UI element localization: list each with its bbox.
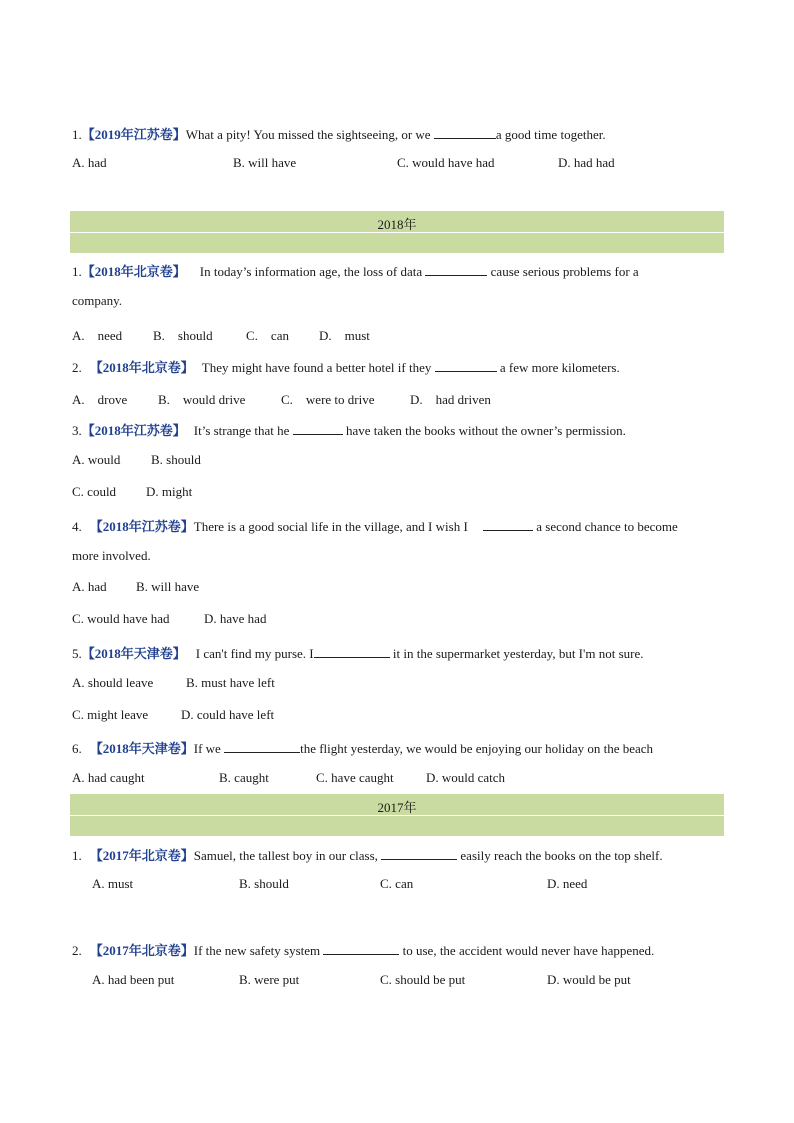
question-continuation: more involved. [72, 548, 151, 563]
question-source-tag: 【2018年北京卷】 [89, 360, 194, 375]
question-text-after: a few more kilometers. [496, 360, 620, 375]
answer-blank [323, 942, 399, 955]
option-a: A. should leave [72, 675, 154, 690]
question-text-before: Samuel, the tallest boy in our class, [193, 848, 382, 863]
answer-blank [314, 645, 390, 658]
question-number: 5. [72, 646, 82, 661]
option-d: D. would catch [426, 770, 506, 785]
option-a: A. would [72, 452, 121, 467]
question-text-after: it in the supermarket yesterday, but I'm not sure. [389, 646, 644, 661]
option-b: B. should [239, 876, 289, 891]
question-text-after: a second chance to become [533, 519, 678, 534]
option-d: D. might [146, 484, 193, 499]
band-divider [70, 815, 724, 816]
question-number: 1. [72, 848, 82, 863]
option-c: C. would have had [72, 611, 170, 626]
question-number: 1. [72, 127, 82, 142]
question-text-after: to use, the accident would never have happened. [399, 943, 655, 958]
option-a: A. must [92, 876, 134, 891]
question-text-after: a good time together. [495, 127, 606, 142]
question-number: 4. [72, 519, 82, 534]
answer-blank [434, 126, 496, 139]
question-2018-4 [72, 516, 678, 535]
question-source-tag: 【2017年北京卷】 [89, 848, 194, 863]
question-2018-3 [72, 420, 626, 439]
question-text-before: I can't find my purse. I [195, 646, 314, 661]
question-number: 1. [72, 264, 82, 279]
option-c: C. would have had [397, 155, 495, 170]
option-c: C. were to drive [281, 392, 375, 407]
option-c: C. can [246, 328, 289, 343]
question-source-tag: 【2017年北京卷】 [89, 943, 194, 958]
answer-blank [293, 422, 343, 435]
answer-blank [483, 518, 533, 531]
question-source-tag: 【2018年天津卷】 [89, 741, 194, 756]
option-b: B. caught [219, 770, 269, 785]
question-text-before: In today’s information age, the loss of data [199, 264, 426, 279]
section-title: 2018年 [377, 217, 417, 232]
question-2018-1 [72, 261, 639, 280]
section-header-2018 [70, 211, 724, 253]
question-text-before: There is a good social life in the village, and I wish I [193, 519, 472, 534]
option-c: C. might leave [72, 707, 149, 722]
question-text-after: the flight yesterday, we would be enjoying our holiday on the beach [300, 741, 654, 756]
question-number: 6. [72, 741, 82, 756]
question-text-after: have taken the books without the owner’s permission. [342, 423, 626, 438]
option-a: A. had caught [72, 770, 145, 785]
question-source-tag: 【2018年北京卷】 [81, 264, 186, 279]
question-2018-5 [72, 643, 644, 662]
band-divider [70, 232, 724, 233]
option-d: D. had driven [410, 392, 491, 407]
option-a: A. had [72, 579, 107, 594]
question-2018-2 [72, 357, 620, 376]
answer-blank [435, 359, 497, 372]
answer-blank [381, 847, 457, 860]
option-d: D. must [319, 328, 370, 343]
question-source-tag: 【2018年江苏卷】 [81, 423, 186, 438]
option-b: B. must have left [186, 675, 275, 690]
option-d: D. need [547, 876, 588, 891]
option-c: C. should be put [380, 972, 466, 987]
option-c: C. have caught [316, 770, 394, 785]
option-b: B. will have [136, 579, 200, 594]
question-text-before: It’s strange that he [193, 423, 293, 438]
question-2017-1 [72, 845, 663, 864]
question-source-tag: 【2018年天津卷】 [81, 646, 186, 661]
option-c: C. could [72, 484, 117, 499]
question-number: 2. [72, 360, 82, 375]
section-title: 2017年 [377, 800, 417, 815]
option-d: D. would be put [547, 972, 631, 987]
option-a: A. had [72, 155, 107, 170]
option-b: B. will have [233, 155, 297, 170]
question-number: 2. [72, 943, 82, 958]
question-text-before: What a pity! You missed the sightseeing, or we [185, 127, 434, 142]
answer-blank [425, 263, 487, 276]
question-text-before: If we [193, 741, 225, 756]
option-b: B. were put [239, 972, 300, 987]
question-2017-2 [72, 940, 654, 959]
question-text-before: They might have found a better hotel if they [201, 360, 435, 375]
option-b: B. should [153, 328, 213, 343]
question-source-tag: 【2019年江苏卷】 [81, 127, 186, 142]
option-a: A. drove [72, 392, 128, 407]
question-text-after: easily reach the books on the top shelf. [457, 848, 663, 863]
option-d: D. had had [558, 155, 615, 170]
option-b: B. would drive [158, 392, 246, 407]
question-source-tag: 【2018年江苏卷】 [89, 519, 194, 534]
question-continuation: company. [72, 293, 123, 308]
question-number: 3. [72, 423, 82, 438]
option-c: C. can [380, 876, 414, 891]
option-a: A. need [72, 328, 123, 343]
option-d: D. could have left [181, 707, 275, 722]
option-d: D. have had [204, 611, 267, 626]
question-text-before: If the new safety system [193, 943, 324, 958]
question-text-after: cause serious problems for a [487, 264, 639, 279]
section-header-2017 [70, 794, 724, 836]
option-a: A. had been put [92, 972, 175, 987]
question-2019-1 [72, 124, 606, 143]
question-2018-6 [72, 738, 653, 757]
option-b: B. should [151, 452, 201, 467]
answer-blank [224, 740, 300, 753]
